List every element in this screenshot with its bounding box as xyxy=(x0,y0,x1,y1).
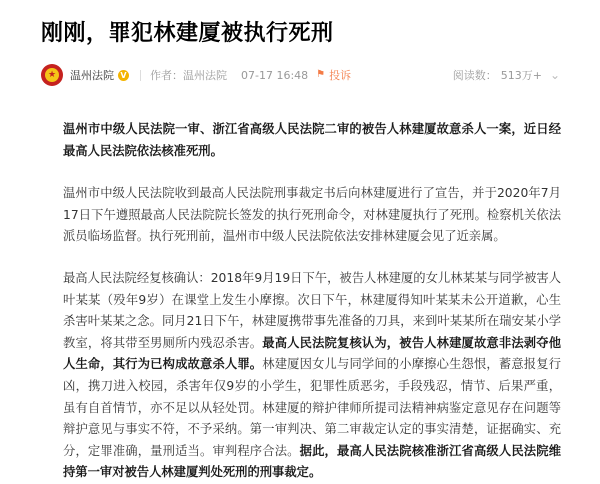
body-paragraph-review xyxy=(63,268,561,484)
review-conclusion: 最高人民法院复核认为，被告人林建厦故意非法剥夺他人生命，其行为已构成故意杀人罪。 xyxy=(63,335,561,372)
chevron-down-icon[interactable]: ⌄ xyxy=(549,68,560,82)
author-link[interactable]: 温州法院 xyxy=(70,69,114,82)
vip-badge-icon: V xyxy=(118,70,129,81)
meta-divider xyxy=(140,70,141,81)
author-name[interactable]: 温州法院 xyxy=(183,69,227,82)
article-title: 刚刚，罪犯林建厦被执行死刑 xyxy=(41,21,334,46)
review-facts: 最高人民法院经复核确认：2018年9月19日下午，被告人林建厦的女儿林某某与同学被害人叶某某（殁年9岁）在课堂上发生小摩擦。次日下午，林建厦得知叶某某未公开道歉，心生杀害叶某某之念。同月21日下午，林建厦携带事先准备的刀具，来到叶某某所在瑞安某小学教室，将其带至男厕所内残忍杀害。 xyxy=(63,271,561,350)
court-emblem-icon: ★ xyxy=(45,68,59,82)
body-paragraph-execution: 温州市中级人民法院收到最高人民法院刑事裁定书后向林建厦进行了宣告，并于2020年7月17日下午遵照最高人民法院院长签发的执行死刑命令，对林建厦执行了死刑。检察机关依法派员临场监督。执行死刑前，温州市中级人民法院依法安排林建厦会见了近亲属。 xyxy=(63,186,561,244)
report-link[interactable]: 投诉 xyxy=(329,69,352,82)
final-ruling: 据此，最高人民法院核准浙江省高级人民法院维持第一审对被告人林建厦判处死刑的刑事裁定。 xyxy=(63,443,561,480)
review-reasoning: 林建厦因女儿与同学间的小摩擦心生怨恨，蓄意报复行凶，携刀进入校园，杀害年仅9岁的小学生，犯罪性质恶劣，手段残忍，情节、后果严重，虽有自首情节，亦不足以从轻处罚。林建厦的辩护律师所提司法精神病鉴定意见存在问题等辩护意见与事实不符，不予采纳。第一审判决、第二审裁定认定的事实清楚，证据确实、充分，定罪准确，量刑适当。审判程序合法。 xyxy=(63,357,561,458)
article-meta xyxy=(41,64,560,86)
read-count-label: 阅读数： xyxy=(452,69,497,82)
lead-paragraph: 温州市中级人民法院一审、浙江省高级人民法院二审的被告人林建厦故意杀人一案，近日经最高人民法院依法核准死刑。 xyxy=(63,122,561,158)
read-count-value: 513万+ xyxy=(500,69,542,82)
avatar[interactable] xyxy=(41,64,63,86)
author-label: 作者： xyxy=(150,69,183,82)
read-count xyxy=(453,67,542,83)
report-icon[interactable]: ⚑ xyxy=(316,69,326,80)
publish-time: 07-17 16:48 xyxy=(241,68,309,82)
